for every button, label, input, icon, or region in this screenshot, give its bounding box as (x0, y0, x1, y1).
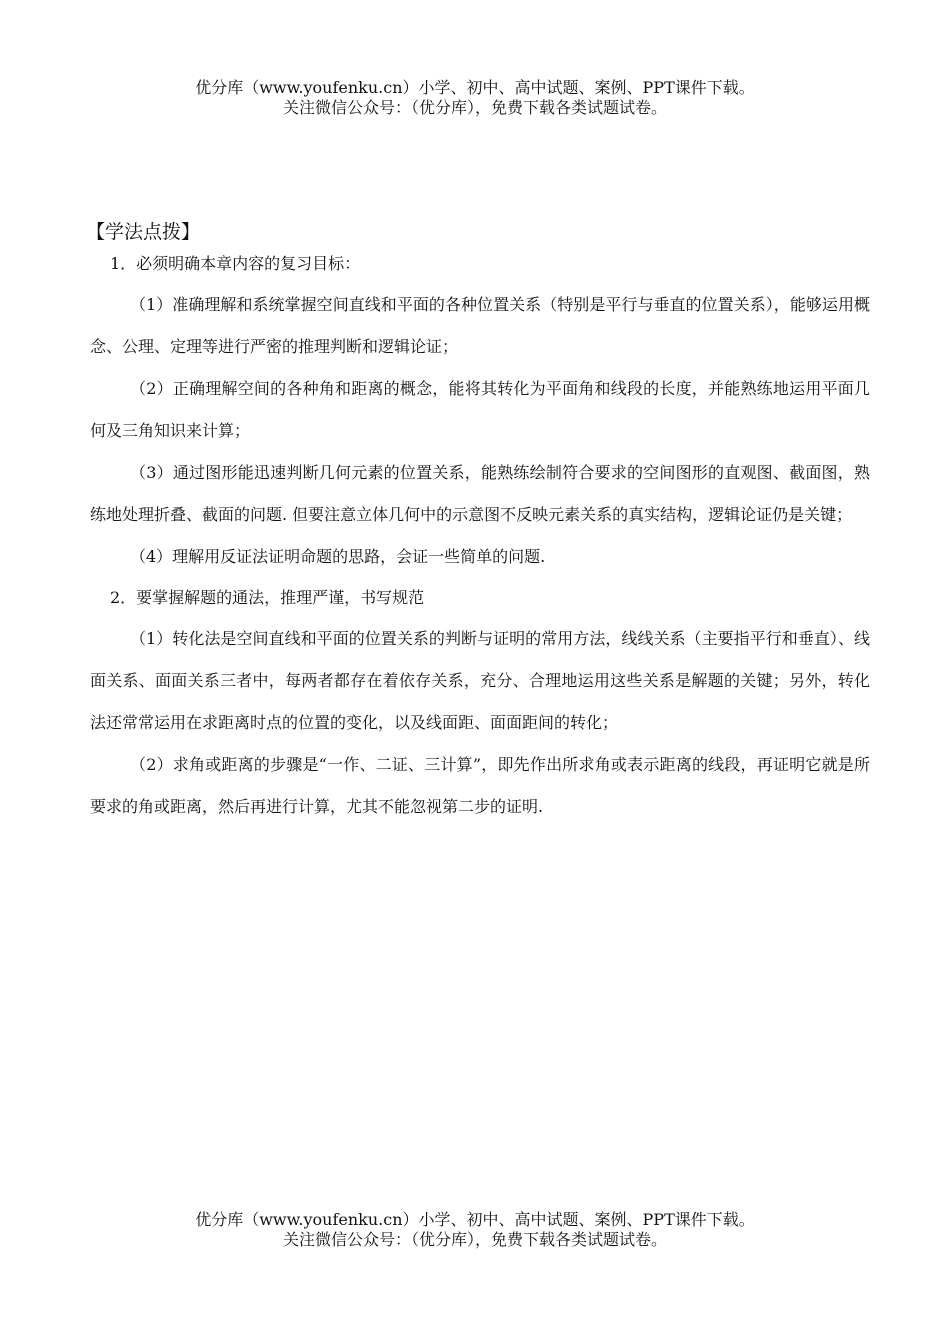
point-1-item-1: （1）准确理解和系统掌握空间直线和平面的各种位置关系（特别是平行与垂直的位置关系），能够运用概念、公理、定理等进行严密的推理判断和逻辑论证； (90, 295, 870, 356)
point-1-item-4: （4）理解用反证法证明命题的思路，会证一些简单的问题. (130, 547, 546, 566)
point-1-heading: 1．必须明确本章内容的复习目标： (110, 254, 361, 273)
point-1-item-3: （3）通过图形能迅速判断几何元素的位置关系，能熟练绘制符合要求的空间图形的直观图、截面图，熟练地处理折叠、截面的问题. 但要注意立体几何中的示意图不反映元素关系的真实结构，逻辑论证仍是关键； (90, 463, 870, 524)
footer-line-1: 优分库（www.youfenku.cn）小学、初中、高中试题、案例、PPT课件下载。 (195, 1210, 755, 1229)
point-2-item-2: （2）求角或距离的步骤是“一作、二证、三计算”，即先作出所求角或表示距离的线段，再证明它就是所要求的角或距离，然后再进行计算，尤其不能忽视第二步的证明. (90, 755, 870, 816)
header-line-2: 关注微信公众号：（优分库），免费下载各类试题试卷。 (282, 98, 667, 117)
page-footer (0, 1210, 950, 1250)
point-2-heading: 2．要掌握解题的通法，推理严谨，书写规范 (110, 588, 425, 607)
header-line-1: 优分库（www.youfenku.cn）小学、初中、高中试题、案例、PPT课件下载。 (195, 78, 755, 97)
point-2-item-1: （1）转化法是空间直线和平面的位置关系的判断与证明的常用方法，线线关系（主要指平行和垂直）、线面关系、面面关系三者中，每两者都存在着依存关系，充分、合理地运用这些关系是解题的关键；另外，转化法还常常运用在求距离时点的位置的变化，以及线面距、面面距间的转化； (90, 629, 870, 732)
section-title: 【学法点拨】 (86, 221, 201, 243)
document-body (86, 218, 870, 828)
point-1-item-2: （2）正确理解空间的各种角和距离的概念，能将其转化为平面角和线段的长度，并能熟练地运用平面几何及三角知识来计算； (90, 379, 870, 440)
footer-line-2: 关注微信公众号：（优分库），免费下载各类试题试卷。 (282, 1230, 667, 1249)
page-header (0, 78, 950, 118)
